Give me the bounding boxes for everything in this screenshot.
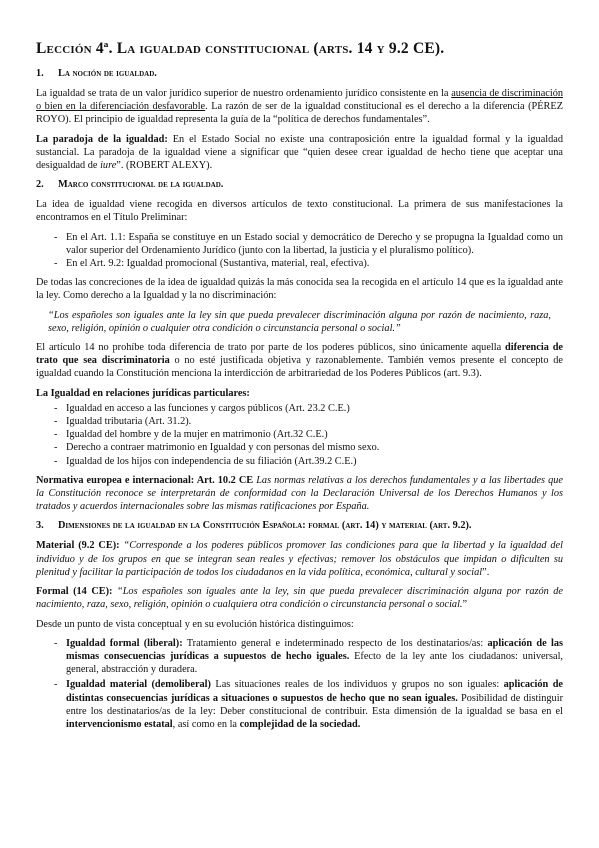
section-1-heading — [36, 67, 563, 80]
list-item: - Igualdad de los hijos con independencia de su filiación (Art.39.2 C.E.) — [36, 455, 563, 468]
text: Posibilidad de distinguir entre los destinatarios/as de la ley: Deber constitucional de contribuir. Esta dimensión de la igualdad se basa en el — [66, 692, 563, 717]
list-item: - Derecho a contraer matrimonio en Igualdad y con personas del mismo sexo. — [36, 441, 563, 454]
text: o no esté justificada objetiva y razonablemente. También vemos presente el concepto de igualdad cuando la Constitución menciona la interdicción de arbitrariedad de los Poderes Públicos (art. 9.3). — [36, 355, 563, 380]
page-title: Lección 4ª. La igualdad constitucional (arts. 14 y 9.2 CE). — [36, 40, 445, 57]
text: El artículo 14 no prohíbe toda diferencia de trato por parte de los poderes públicos, sino únicamente aquella — [36, 342, 506, 354]
paragraph-distinction-intro: Desde un punto de vista conceptual y en su evolución histórica distinguimos: — [36, 618, 354, 630]
list-item: - Igualdad tributaria (Art. 31.2). — [36, 415, 563, 428]
paragraph-material — [36, 539, 563, 579]
preliminary-list — [36, 231, 563, 271]
bold-label: La paradoja de la igualdad: — [36, 133, 168, 145]
text: . La razón de ser de la igualdad constitucional es el derecho a la diferencia (PÉREZ ROYO). El principio de igualdad representa la guía de la “política de derechos fundamentales”. — [36, 101, 563, 126]
section-number: 2. — [36, 179, 44, 191]
bold-text: aplicación de distintas consecuencias jurídicas a situaciones o supuestos de hecho que no sean iguales. — [66, 679, 563, 704]
paragraph-article-14: De todas las concreciones de la idea de igualdad quizás la más conocida sea la recogida en el artículo 14 que es la igualdad ante la ley. Como derecho a la Igualdad y la no discriminación: — [36, 277, 563, 302]
relations-list — [36, 402, 563, 468]
list-item: - Igualdad en acceso a las funciones y cargos públicos (Art. 23.2 C.E.) — [36, 402, 563, 415]
underlined-text: ausencia de discriminación o bien en la diferenciación desfavorable — [36, 88, 563, 113]
list-item: - Igualdad del hombre y de la mujer en matrimonio (Art.32 C.E.) — [36, 428, 563, 441]
section-2-heading — [36, 178, 563, 191]
text: La igualdad se trata de un valor jurídico superior de nuestro ordenamiento jurídico consistente en la — [36, 88, 452, 99]
dimensions-list — [36, 637, 563, 731]
bold-text: complejidad de la sociedad. — [239, 718, 361, 730]
text: Las situaciones reales de los individuos y grupos no son iguales: — [210, 679, 504, 691]
italic-text: iure — [100, 160, 117, 172]
quote-article-14: “Los españoles son iguales ante la ley sin que pueda prevalecer discriminación alguna por razón de nacimiento, raza, sexo, religión, opinión o cualquier otra condición o circunstancia personal o social.” — [48, 309, 551, 334]
italic-text: “Corresponde a los poderes públicos promover las condiciones para que la libertad y la igualdad del individuo y de los grupos en que se integran sean reales y efectivas; remover los obstáculos que impidan o dificulten su plenitud y facilitar la participación de todos los ciudadanos en la vida política, económica, cultural y social — [36, 540, 563, 578]
section-number: 3. — [36, 520, 44, 532]
list-item-formal — [36, 637, 563, 677]
paragraph-european-norms — [36, 474, 563, 514]
text: , así como en la — [172, 718, 240, 730]
list-item-material — [36, 678, 563, 731]
bold-label: Formal (14 CE): — [36, 586, 113, 598]
text: ” — [462, 599, 468, 611]
bold-label: Normativa europea e internacional: Art. 10.2 CE — [36, 474, 254, 486]
list-item: - En el Art. 9.2: Igualdad promocional (Sustantiva, material, real, efectiva). — [36, 257, 563, 270]
paragraph-discrimination — [36, 341, 563, 381]
bold-label: Material (9.2 CE): — [36, 540, 120, 552]
text: En el Estado Social no existe una contraposición entre la igualdad formal y la igualdad sustancial. La paradoja de la igualdad viene a significar que “quien desee crear igualdad de hecho tiene que aceptar una desigualdad de — [36, 133, 563, 172]
text: Tratamiento general e indeterminado respecto de los destinatarios/as: — [182, 637, 488, 649]
bold-text: diferencia de trato que sea discriminatoria — [36, 342, 563, 367]
bold-label: Igualdad material (demoliberal) — [66, 679, 211, 691]
paragraph-intro: La idea de igualdad viene recogida en diversos artículos de texto constitucional. La primera de sus manifestaciones la encontramos en el Título Preliminar: — [36, 199, 563, 224]
list-item: - En el Art. 1.1: España se constituye en un Estado social y democrático de Derecho y se propugna la Igualdad como un valor superior del Ordenamiento Jurídico (junto con la libertad, la justicia y el pluralismo político). — [36, 231, 563, 257]
bold-label: Igualdad formal (liberal): — [66, 637, 183, 649]
section-title: Dimensiones de la igualdad en la Constitución Española: formal (art. 14) y material (art. 9.2). — [58, 520, 472, 532]
italic-text: “Los españoles son iguales ante la ley, sin que pueda prevalecer discriminación alguna por razón de nacimiento, raza, sexo, religión, opinión o cualquiera otra condición o circunstancia personal o social. — [36, 586, 563, 611]
section-number: 1. — [36, 68, 44, 79]
subheading-relations: La Igualdad en relaciones jurídicas particulares: — [36, 387, 250, 399]
bold-text: aplicación de las mismas consecuencias jurídicas a supuestos de hecho iguales. — [66, 637, 563, 662]
bold-text: intervencionismo estatal — [66, 718, 173, 730]
section-title: Marco constitucional de la igualdad. — [58, 179, 224, 191]
paragraph-definition — [36, 87, 563, 127]
italic-text: Las normas relativas a los derechos fundamentales y a las libertades que la Constitución reconoce se interpretarán de conformidad con la Declaración Universal de los Derechos Humanos y los tratados y acuerdos internacionales sobre las mismas ratificaciones por España. — [36, 474, 563, 513]
paragraph-formal — [36, 585, 563, 611]
text: ”. (ROBERT ALEXY). — [116, 160, 213, 172]
paragraph-paradox — [36, 133, 563, 173]
section-3-heading — [36, 519, 563, 532]
section-title: La noción de igualdad. — [58, 68, 157, 79]
text: ”. — [482, 566, 490, 578]
text: Efecto de la ley ante los ciudadanos: universal, general, abstracción y duradera. — [66, 650, 564, 676]
